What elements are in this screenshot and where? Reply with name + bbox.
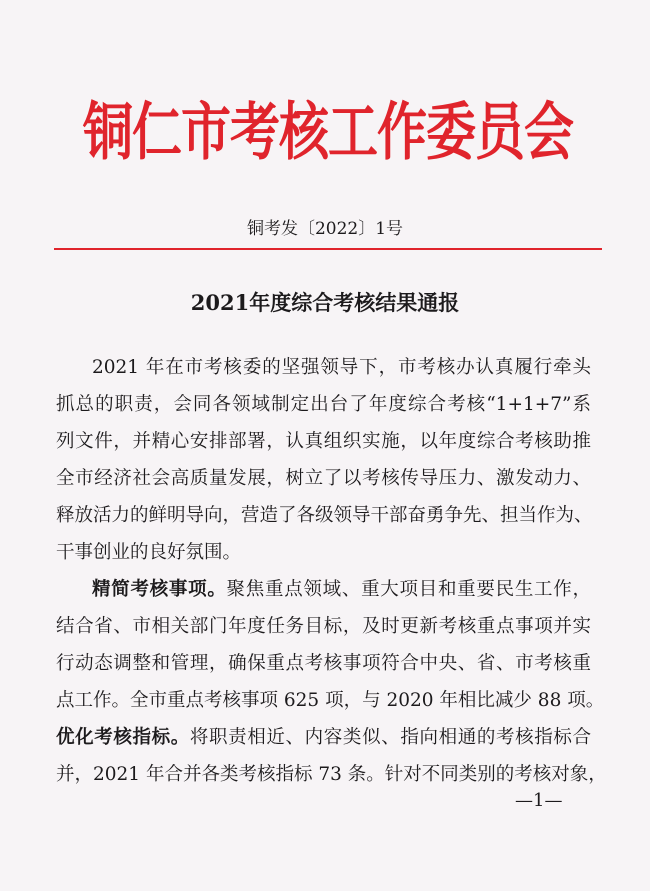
document-body [56, 356, 607, 800]
document-title: 2021年度综合考核结果通报 [190, 290, 460, 315]
body-text-line [56, 393, 591, 430]
line-text: 结合省、市相关部门年度任务目标，及时更新考核重点事项并实 [56, 616, 591, 637]
body-text-line [56, 763, 607, 800]
body-text-line [56, 652, 591, 689]
red-divider-line [54, 248, 602, 250]
line-text: 抓总的职责，会同各领域制定出台了年度综合考核“1+1+7”系 [56, 394, 591, 415]
line-text: 将职责相近、内容类似、指向相通的考核指标合 [189, 727, 591, 748]
line-text: 聚焦重点领域、重大项目和重要民生工作， [226, 579, 591, 600]
body-text-line [56, 689, 605, 726]
line-text: 并，2021 年合并各类考核指标 73 条。针对不同类别的考核对象， [56, 764, 607, 785]
line-text: 行动态调整和管理，确保重点考核事项符合中央、省、市考核重 [56, 653, 591, 674]
body-text-line [56, 578, 591, 615]
issuing-organization-header: 铜仁市考核工作委员会 [83, 95, 573, 169]
bold-lead-in: 精简考核事项。 [92, 579, 227, 600]
body-text-line [56, 615, 591, 652]
line-text: 释放活力的鲜明导向，营造了各级领导干部奋勇争先、担当作为、 [56, 505, 593, 526]
body-text-line [56, 430, 591, 467]
body-text-line [56, 541, 591, 578]
line-text: 列文件，并精心安排部署，认真组织实施，以年度综合考核助推 [56, 431, 591, 452]
bold-lead-in: 优化考核指标。 [56, 727, 190, 748]
line-text: 点工作。全市重点考核事项 625 项，与 2020 年相比减少 88 项。 [56, 690, 605, 711]
body-text-line [56, 467, 591, 504]
line-text: 全市经济社会高质量发展，树立了以考核传导压力、激发动力、 [56, 468, 591, 489]
page-number: —1— [515, 790, 563, 811]
body-text-line [56, 726, 591, 763]
document-number: 铜考发〔2022〕1号 [246, 219, 404, 239]
line-text: 干事创业的良好氛围。 [56, 542, 242, 563]
body-text-line [56, 504, 591, 541]
body-text-line [56, 356, 591, 393]
line-text: 2021 年在市考核委的坚强领导下，市考核办认真履行牵头 [92, 357, 591, 378]
